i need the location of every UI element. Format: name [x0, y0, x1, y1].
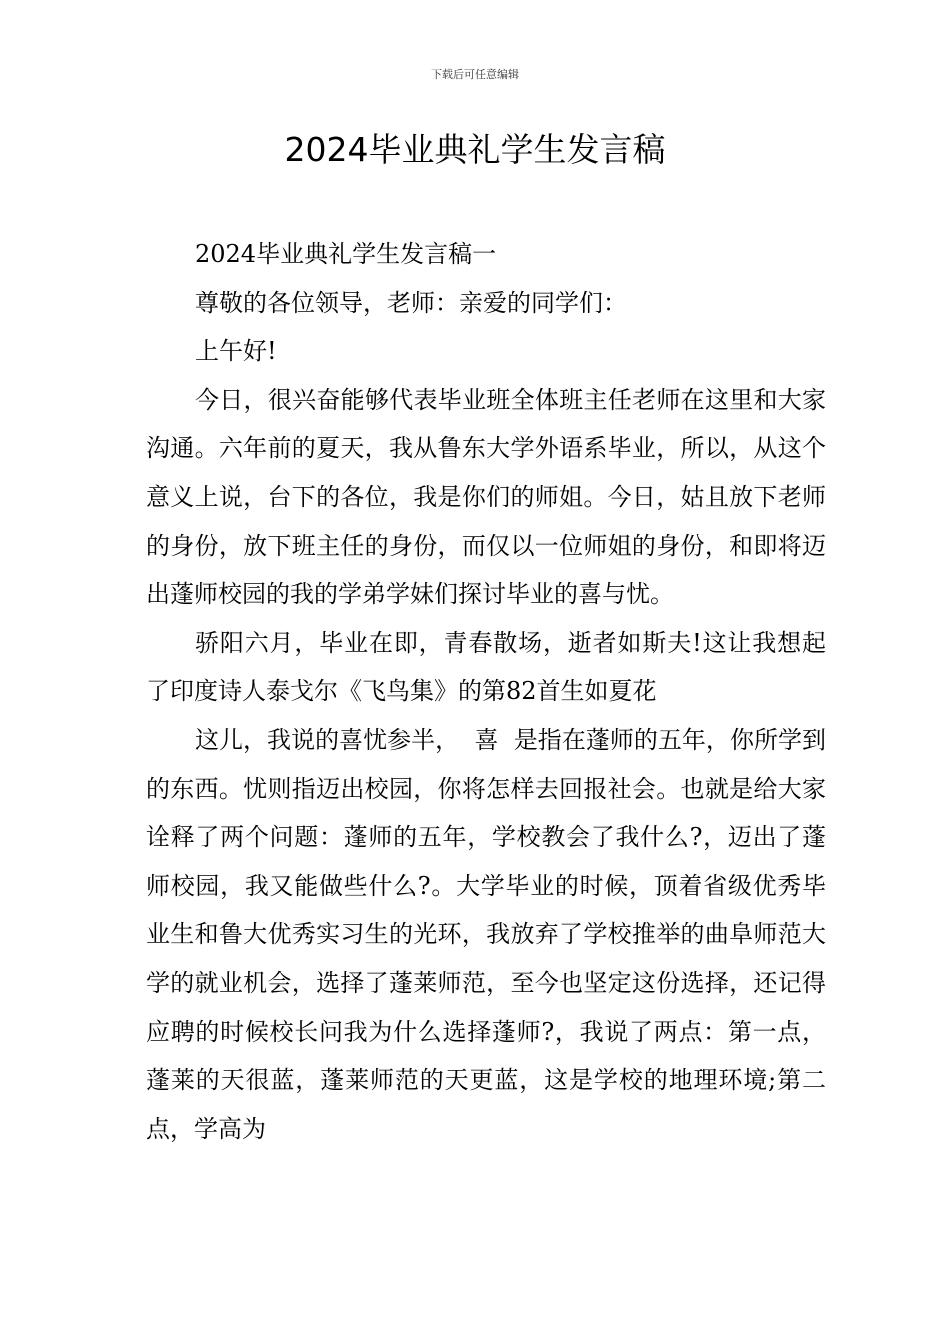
document-body	[146, 230, 826, 1153]
paragraph: 骄阳六月，毕业在即，青春散场，逝者如斯夫!这让我想起了印度诗人泰戈尔《飞鸟集》的第82首生如夏花	[146, 628, 826, 706]
greeting: 上午好!	[195, 337, 277, 366]
paragraph: 这儿，我说的喜忧参半， 喜 是指在蓬师的五年，你所学到的东西。忧则指迈出校园，你将怎样去回报社会。也就是给大家诠释了两个问题：蓬师的五年，学校教会了我什么?，迈出了蓬师校园，我又能做些什么?。大学毕业的时候，顶着省级优秀毕业生和鲁大优秀实习生的光环，我放弃了学校推举的曲阜师范大学的就业机会，选择了蓬莱师范，至今也坚定这份选择，还记得应聘的时候校长问我为什么选择蓬师?，我说了两点：第一点，蓬莱的天很蓝，蓬莱师范的天更蓝，这是学校的地理环境;第二点，学高为	[146, 725, 826, 1143]
section-heading: 2024毕业典礼学生发言稿一	[195, 240, 497, 268]
page-header-note: 下载后可任意编辑	[431, 68, 519, 81]
paragraph: 今日，很兴奋能够代表毕业班全体班主任老师在这里和大家沟通。六年前的夏天，我从鲁东大学外语系毕业，所以，从这个意义上说，台下的各位，我是你们的师姐。今日，姑且放下老师的身份，放下班主任的身份，而仅以一位师姐的身份，和即将迈出蓬师校园的我的学弟学妹们探讨毕业的喜与忧。	[146, 385, 826, 609]
document-title: 2024毕业典礼学生发言稿	[284, 130, 666, 169]
salutation: 尊敬的各位领导，老师：亲爱的同学们：	[195, 288, 627, 317]
